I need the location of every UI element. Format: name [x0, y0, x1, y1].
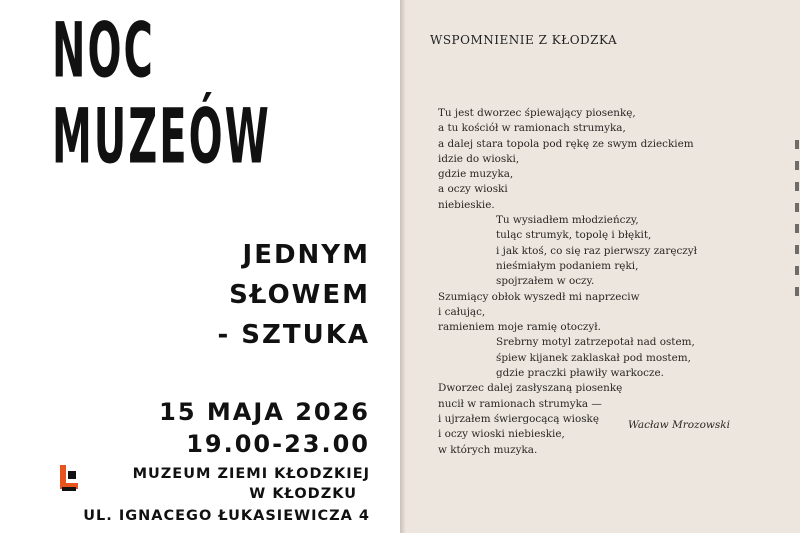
- event-time: 19.00-23.00: [186, 430, 370, 458]
- poem-line: a oczy wioski: [438, 183, 508, 196]
- museum-logo-icon: [58, 463, 80, 493]
- poem-line: tuląc strumyk, topolę i błękit,: [496, 229, 652, 242]
- venue-line1: MUZEUM ZIEMI KŁODZKIEJ: [132, 466, 370, 482]
- page-fold: [400, 0, 406, 533]
- poem-title: WSPOMNIENIE Z KŁODZKA: [430, 33, 618, 47]
- poem-line: i całując,: [438, 305, 486, 318]
- poem-line: Dworzec dalej zasłyszaną piosenkę: [438, 382, 623, 395]
- venue-line3: UL. IGNACEGO ŁUKASIEWICZA 4: [83, 508, 370, 524]
- poem-line: Szumiący obłok wyszedł mi naprzeciw: [438, 290, 640, 303]
- poem-line: a tu kościół w ramionach strumyka,: [438, 122, 626, 135]
- poem-line: ramieniem moje ramię otoczył.: [438, 321, 601, 334]
- poem-line: i jak ktoś, co się raz pierwszy zaręczył: [496, 244, 698, 257]
- poster-title-line2: MUZEÓW: [52, 94, 271, 182]
- poem-line: idzie do wioski,: [438, 152, 520, 165]
- poem-line: spojrzałem w oczy.: [496, 275, 595, 288]
- poem-line: Srebrny motyl zatrzepotał nad ostem,: [496, 336, 695, 349]
- poem-text: [438, 106, 697, 458]
- slogan-line1: JEDNYM: [242, 240, 370, 270]
- venue-line2: W KŁODZKU: [249, 486, 357, 502]
- poem-line: gdzie muzyka,: [438, 168, 514, 181]
- poem-line: i ujrzałem świergocącą wioskę: [438, 412, 600, 425]
- next-page-edge: [795, 140, 800, 360]
- poem-author: Wacław Mrozowski: [627, 419, 730, 431]
- poem-line: i oczy wioski niebieskie,: [438, 428, 565, 441]
- poster-title-line1: NOC: [52, 8, 155, 96]
- poem-line: śpiew kijanek zaklaskał pod mostem,: [496, 351, 691, 364]
- poem-line: a dalej stara topola pod rękę ze swym dzieckiem: [438, 137, 694, 150]
- event-date: 15 MAJA 2026: [159, 398, 370, 426]
- slogan-line2: SŁOWEM: [229, 280, 370, 310]
- poem-line: niebieskie.: [438, 198, 495, 211]
- poem-line: nieśmiałym podaniem ręki,: [496, 259, 639, 272]
- poem-line: w których muzyka.: [438, 443, 538, 456]
- poem-line: gdzie praczki pławiły warkocze.: [496, 367, 664, 380]
- poem-line: nucił w ramionach strumyka —: [438, 397, 602, 410]
- slogan-line3: - SZTUKA: [217, 320, 370, 350]
- poem-line: Tu wysiadłem młodzieńczy,: [496, 214, 639, 227]
- poem-line: Tu jest dworzec śpiewający piosenkę,: [438, 107, 636, 119]
- book-page: [400, 0, 800, 533]
